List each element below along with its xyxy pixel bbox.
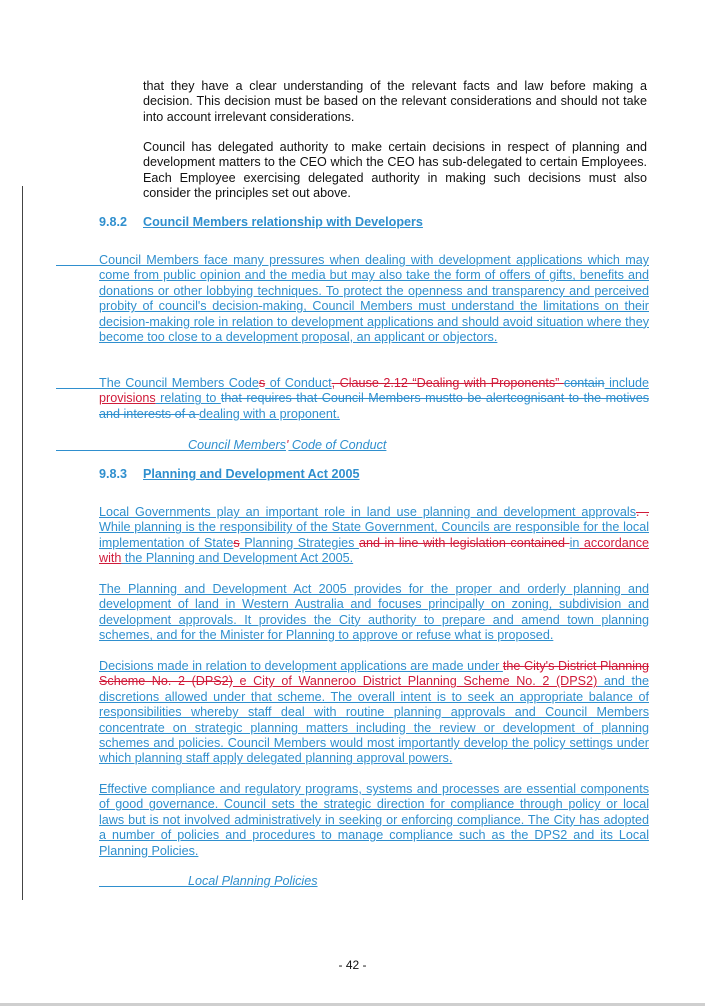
deleted-text: . . bbox=[636, 505, 649, 519]
page-number: - 42 - bbox=[338, 958, 367, 972]
inserted-text: the Planning and Development Act 2005. bbox=[121, 551, 354, 566]
revision-change-bar bbox=[22, 186, 23, 900]
tab-leader-line bbox=[99, 886, 188, 887]
inserted-text: e City of Wanneroo District Planning Scheme No. 2 (DPS2) bbox=[232, 674, 598, 689]
inserted-text: While planning is the responsibility of the State Government, Councils are responsible for the local implementation of State bbox=[99, 520, 649, 550]
inserted-text: The Council Members Code bbox=[99, 376, 259, 390]
paragraph-code-of-conduct bbox=[99, 376, 649, 422]
inserted-text: Planning Strategies bbox=[239, 535, 359, 550]
reference-text: Local Planning Policies bbox=[188, 874, 318, 888]
inserted-text: relating to bbox=[155, 391, 221, 406]
deleted-text: s bbox=[233, 535, 240, 550]
deleted-text: the City's District Planning Scheme No. 2 (DPS2) bbox=[99, 659, 650, 689]
inserted-text: accordance with bbox=[99, 535, 650, 566]
section-heading-9-8-2 bbox=[99, 215, 423, 229]
inserted-text: Local Governments play an important role in land use planning and development approvals bbox=[99, 505, 637, 519]
deleted-text: and in line with legislation contained bbox=[358, 535, 570, 550]
paragraph-delegated-authority: Council has delegated authority to make certain decisions in respect of planning and development matters to the CEO which the CEO has sub-delegated to certain Employees. Each Employee exercising delegated authority in making such decisions must also consider the principles set out above. bbox=[143, 140, 647, 201]
inserted-apostrophe: ' bbox=[285, 438, 289, 452]
inserted-text: and the discretions allowed under that scheme. The overall intent is to seek an appropriate balance of responsibilities whereby staff deal with routine planning approvals and Council Members concentrate on strategic planning matters including the review or development of planning schemes and policies. Council Members would most importantly develop the policy settings under which planning staff apply delegated planning approval powers. bbox=[99, 674, 649, 766]
inserted-text: in bbox=[569, 535, 580, 550]
reference-local-planning-policies bbox=[188, 874, 318, 888]
inserted-text: dealing with a proponent. bbox=[199, 406, 340, 421]
tab-leader-line bbox=[56, 450, 188, 451]
paragraph-intro-end: that they have a clear understanding of the relevant facts and law before making a decision. This decision must be based on the relevant considerations and should not take into account irrelevant considerations. bbox=[143, 79, 647, 124]
paragraph-planning-act: The Planning and Development Act 2005 provides for the proper and orderly planning and development of land in Western Australia and focuses principally on zoning, subdivision and development approvals. It provides the City authority to prepare and amend town planning schemes, and for the Minister for Planning to approve or refuse what is proposed. bbox=[99, 582, 649, 643]
section-title: Planning and Development Act 2005 bbox=[143, 467, 360, 481]
section-number: 9.8.2 bbox=[99, 215, 128, 229]
inserted-text: include bbox=[604, 376, 649, 390]
inserted-text: of Conduct bbox=[265, 376, 332, 390]
section-heading-9-8-3 bbox=[99, 467, 359, 481]
paragraph-compliance: Effective compliance and regulatory programs, systems and processes are essential components of good governance. Council sets the strategic direction for compliance through policy or local laws but is not involved administratively in seeking or enforcing compliance. The City has adopted a number of policies and procedures to manage compliance such as the DPS2 and its Local Planning Policies. bbox=[99, 782, 649, 858]
tab-leader-line bbox=[56, 265, 100, 266]
inserted-text: Decisions made in relation to development applications are made under bbox=[99, 659, 503, 673]
reference-text: Council Members bbox=[188, 438, 286, 452]
tab-leader-line bbox=[56, 388, 100, 389]
reference-code-of-conduct bbox=[188, 438, 386, 452]
section-number: 9.8.3 bbox=[99, 467, 128, 481]
deleted-text: that requires that Council Members mustto be alertcognisant to the motives and interests of a bbox=[99, 391, 649, 421]
paragraph-local-governments bbox=[99, 505, 649, 567]
deleted-text: contain bbox=[563, 376, 605, 390]
deleted-text: , Clause 2.12 “Dealing with Proponents” bbox=[331, 376, 564, 390]
paragraph-council-pressures: Council Members face many pressures when dealing with development applications which may come from public opinion and the media but may also take the form of offers of gifts, benefits and donations or other lobbying techniques. To protect the openness and transparency and perceived probity of council's decision-making, Council Members must understand the limitations on their decision-making role in relation to development applications and should avoid situation where they become too close to a development proposal, an applicant or objectors. bbox=[99, 253, 649, 345]
section-title: Council Members relationship with Developers bbox=[143, 215, 423, 229]
reference-text: Code of Conduct bbox=[288, 438, 387, 452]
paragraph-decisions bbox=[99, 659, 649, 767]
inserted-text: provisions bbox=[99, 391, 156, 406]
deleted-text: s bbox=[258, 376, 266, 390]
